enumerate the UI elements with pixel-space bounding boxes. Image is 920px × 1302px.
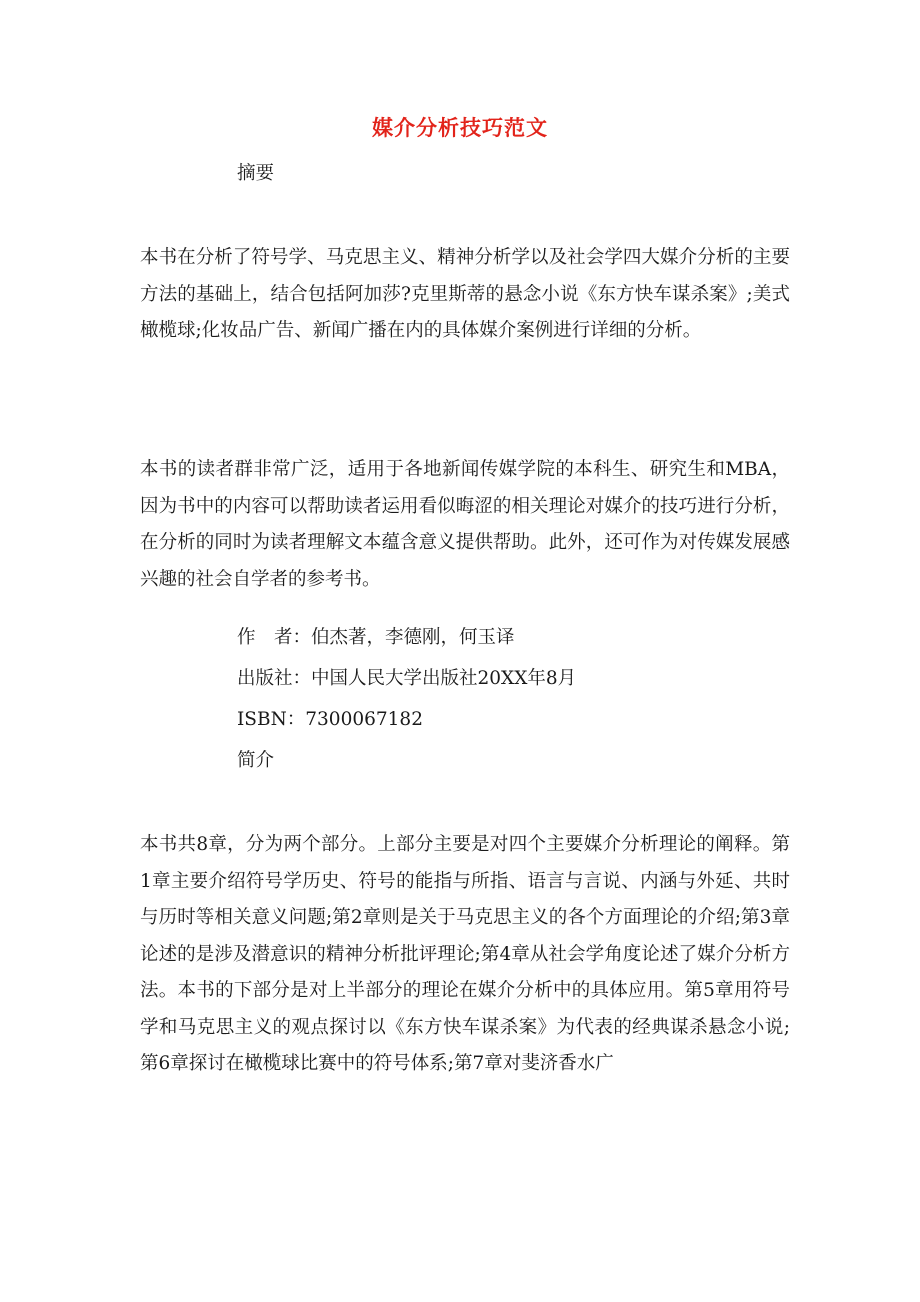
document-title: 媒介分析技巧范文 xyxy=(372,115,548,140)
intro-paragraph: 本书共8章，分为两个部分。上部分主要是对四个主要媒介分析理论的阐释。第1章主要介绍符号学历史、符号的能指与所指、语言与言说、内涵与外延、共时与历时等相关意义问题;第2章则是关于马克思主义的各个方面理论的介绍;第3章论述的是涉及潜意识的精神分析批评理论;第4章从社会学角度论述了媒介分析方法。本书的下部分是对上半部分的理论在媒介分析中的具体应用。第5章用符号学和马克思主义的观点探讨以《东方快车谋杀案》为代表的经典谋杀悬念小说;第6章探讨在橄榄球比赛中的符号体系;第7章对斐济香水广 xyxy=(140,834,790,1074)
intro-heading: 简介 xyxy=(237,750,275,771)
abstract-heading: 摘要 xyxy=(237,163,275,184)
author-line: 作 者：伯杰著，李德刚，何玉译 xyxy=(237,627,515,648)
abstract-paragraph: 本书在分析了符号学、马克思主义、精神分析学以及社会学四大媒介分析的主要方法的基础上，结合包括阿加莎?克里斯蒂的悬念小说《东方快车谋杀案》;美式橄榄球;化妆品广告、新闻广播在内的具体媒介案例进行详细的分析。 xyxy=(140,247,790,341)
publisher-line: 出版社：中国人民大学出版社20XX年8月 xyxy=(237,668,577,689)
audience-paragraph: 本书的读者群非常广泛，适用于各地新闻传媒学院的本科生、研究生和MBA，因为书中的内容可以帮助读者运用看似晦涩的相关理论对媒介的技巧进行分析，在分析的同时为读者理解文本蕴含意义提供帮助。此外，还可作为对传媒发展感兴趣的社会自学者的参考书。 xyxy=(140,459,790,590)
isbn-line: ISBN：7300067182 xyxy=(237,709,423,730)
